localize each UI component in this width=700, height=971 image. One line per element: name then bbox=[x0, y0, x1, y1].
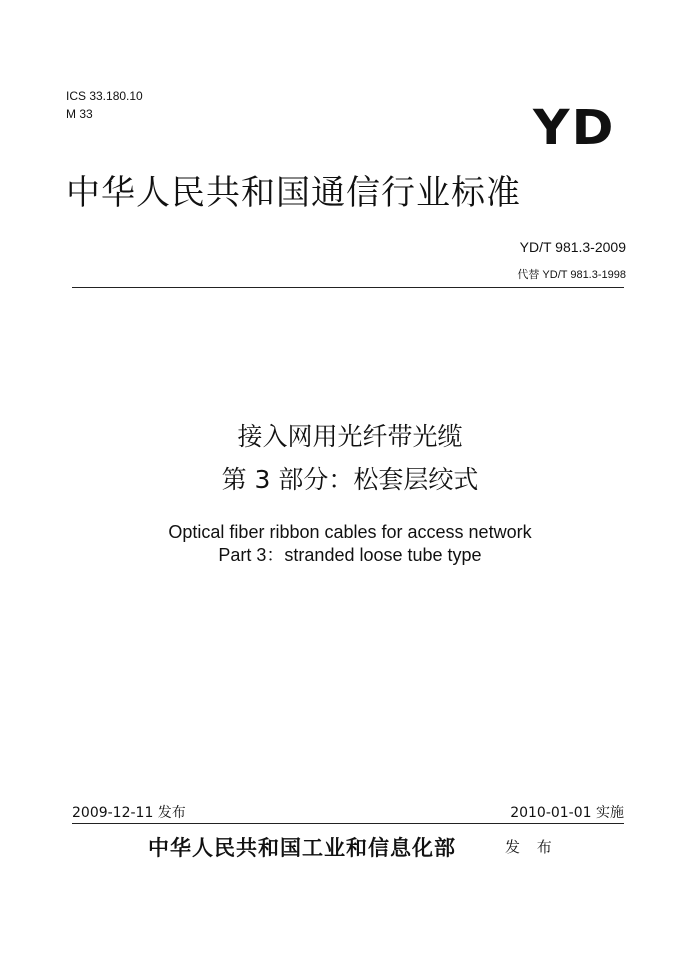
implementation-date: 2010-01-01 实施 bbox=[510, 805, 624, 821]
standard-category-title: 中华人民共和国通信行业标准 bbox=[66, 173, 521, 213]
ics-code: ICS 33.180.10 bbox=[66, 89, 143, 103]
title-cn-line2: 第 3 部分：松套层绞式 bbox=[221, 465, 479, 494]
publisher-name: 中华人民共和国工业和信息化部 bbox=[148, 835, 456, 860]
replaces-standard: 代替 YD/T 981.3-1998 bbox=[517, 269, 626, 281]
standard-number: YD/T 981.3-2009 bbox=[519, 239, 626, 255]
top-divider bbox=[72, 287, 624, 288]
title-en-line1: Optical fiber ribbon cables for access network bbox=[168, 522, 532, 542]
publish-label: 发 布 bbox=[505, 838, 558, 856]
ccs-code: M 33 bbox=[66, 107, 93, 121]
issue-date: 2009-12-11 发布 bbox=[72, 805, 186, 821]
classification-codes bbox=[66, 87, 143, 123]
title-cn-line1: 接入网用光纤带光缆 bbox=[237, 422, 463, 451]
yd-logo: YD bbox=[533, 100, 616, 156]
title-en-line2: Part 3：stranded loose tube type bbox=[218, 545, 482, 565]
bottom-divider bbox=[72, 823, 624, 824]
